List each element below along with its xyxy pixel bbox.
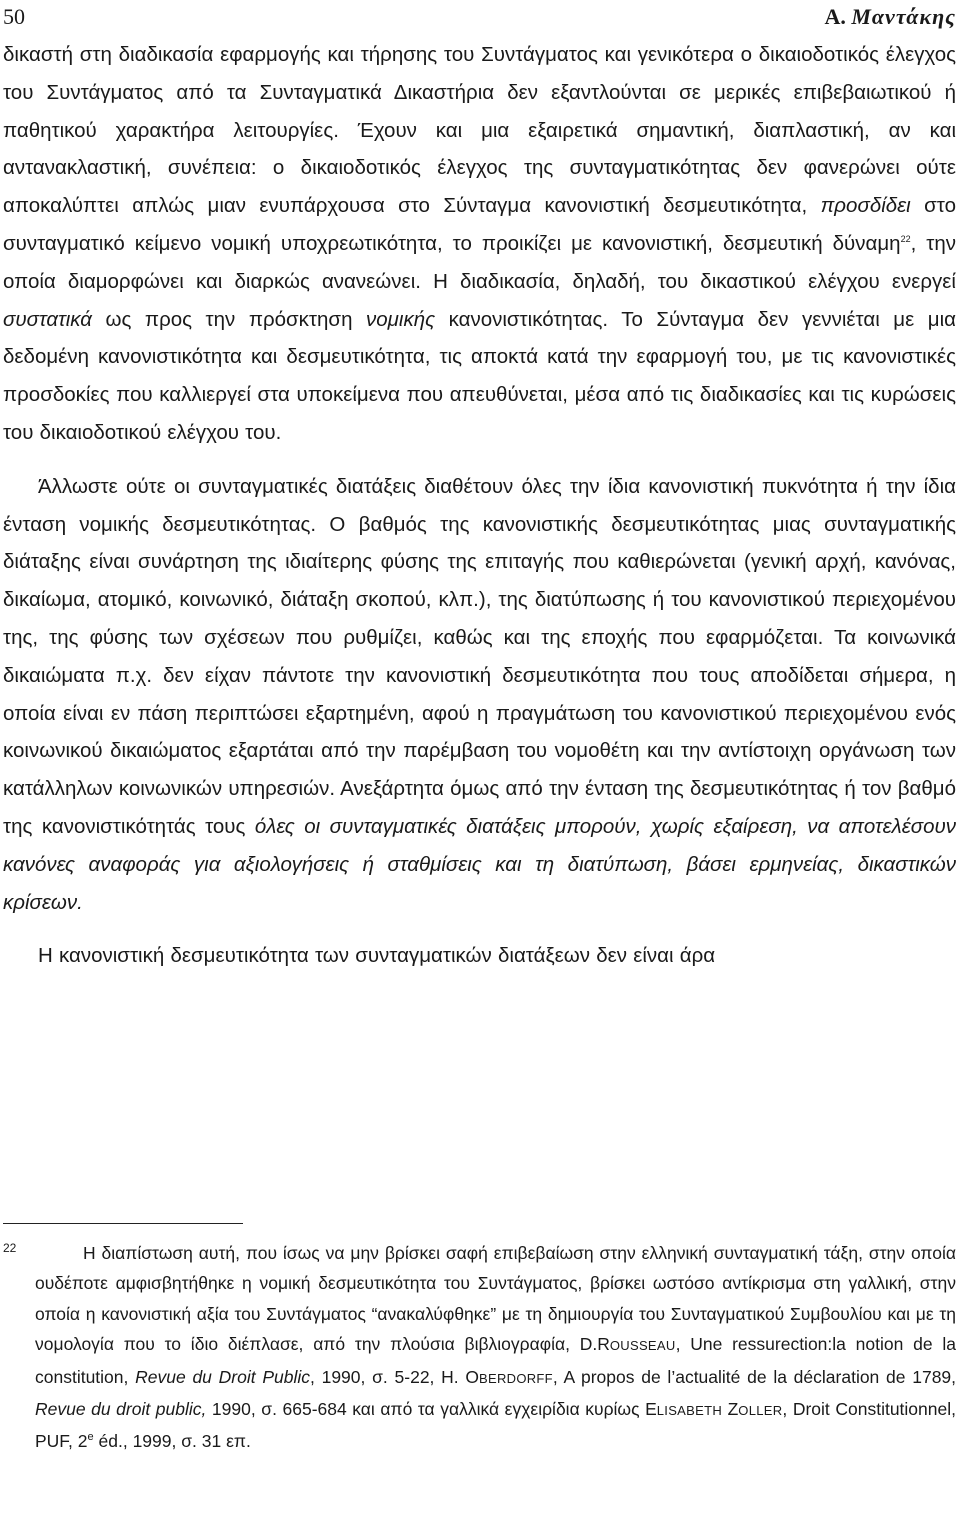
author-name-smallcaps: OUSSEAU [609, 1338, 676, 1354]
journal-title: Revue du Droit Public [135, 1366, 310, 1387]
text-run: 1990, σ. 665-684 και από τα γαλλικά εγχειρίδια κυρίως [206, 1399, 646, 1420]
author-name-smallcaps: BERDORFF [479, 1370, 553, 1386]
italic-run: συστατικά [3, 307, 92, 331]
text-run: , 1990, σ. 5-22, H. [310, 1366, 466, 1387]
text-run: , Droit Constitutionnel, PUF, 2 [35, 1399, 956, 1452]
edition-superscript: e [87, 1431, 94, 1444]
italic-run: όλες οι συνταγματικές διατάξεις μπορούν, χωρίς εξαίρεση, να αποτελέσουν κανόνες αναφοράς για αξιολογήσεις ή σταθμίσεις και τη διατύπωση, βάσει ερμηνείας, δικαστικών κρίσεων. [3, 814, 956, 914]
text-run: ως προς την πρόσκτηση [91, 307, 367, 331]
author-name: E [645, 1399, 657, 1420]
footnote-number: 22 [3, 1241, 17, 1255]
page-number: 50 [3, 4, 25, 29]
italic-run: νομικής [366, 307, 436, 331]
footnote-reference[interactable]: 22 [900, 233, 911, 244]
paragraph-3 [3, 937, 956, 975]
author-name: Z [722, 1399, 739, 1420]
journal-title: Revue du droit public, [35, 1399, 207, 1420]
text-run: , την οποία διαμορφώνει και διαρκώς ανανεώνει. Η διαδικασία, δηλαδή, του δικαστικού ελέγχου ενεργεί [3, 231, 956, 293]
footnote-22 [3, 1238, 956, 1457]
text-run: Η διαπίστωση αυτή, που ίσως να μην βρίσκει σαφή επιβεβαίωση στην ελληνική συνταγματική τάξη, στην οποία ουδέποτε αμφισβητήθηκε η νομική δεσμευτικότητα του Συντάγματος, βρίσκει ωστόσο αντίκρισμα στη γαλλική, στην οποία η κανονιστική αξία του Συντάγματος “ανακαλύφθηκε” με τη δημιουργία του Συνταγματικού Συμβουλίου και με τη νομολογία που το ίδιο διέπλασε, από την πλούσια βιβλιογραφία, [35, 1243, 956, 1355]
author-name-smallcaps: LISABETH [656, 1403, 723, 1419]
author-name-smallcaps: OLLER [738, 1403, 783, 1419]
text-run: Η κανονιστική δεσμευτικότητα των συνταγματικών διατάξεων δεν είναι άρα [38, 944, 716, 968]
running-header [3, 4, 956, 34]
author-name: D.R [579, 1334, 610, 1355]
running-head [824, 4, 956, 30]
author-initial: Α. [824, 4, 846, 29]
paragraph-2 [3, 468, 956, 922]
text-run: Άλλωστε ούτε οι συνταγματικές διατάξεις διαθέτουν όλες την ίδια κανονιστική πυκνότητα ή την ίδια ένταση νομικής δεσμευτικότητας. Ο βαθμός της κανονιστικής δεσμευτικότητας μιας συνταγματικής διάταξης είναι συνάρτηση της ιδιαίτερης φύσης της επιταγής που καθιερώνεται (γενική αρχή, κανόνας, δικαίωμα, ατομικό, κοινωνικό, διάταξη σκοπού, κλπ.), της διατύπωσης ή του κανονιστικού περιεχομένου της, της φύσης των σχέσεων που ρυθμίζει, καθώς και της εποχής που εφαρμόζεται. Τα κοινωνικά δικαιώματα π.χ. δεν είχαν πάντοτε την κανονιστική δεσμευτικότητα που τους αποδίδεται σήμερα, η οποία είναι εν πάση περιπτώσει εξαρτημένη, αφού η πραγμάτωση του κανονιστικού περιεχομένου ενός κοινωνικού δικαιώματος εξαρτάται από την παρέμβαση του νομοθέτη και την αντίστοιχη οργάνωση των κατάλληλων κοινωνικών υπηρεσιών. Ανεξάρτητα όμως από την ένταση της δεσμευτικότητας ή τον βαθμό της κανονιστικότητάς τους [3, 474, 956, 838]
text-run: δικαστή στη διαδικασία εφαρμογής και τήρησης του Συντάγματος και γενικότερα ο δικαιοδοτικός έλεγχος του Συντάγματος από τα Συνταγματικά Δικαστήρια δεν εξαντλούνται σε μερικές επιβεβαιωτικού ή παθητικού χαρακτήρα λειτουργίες. Έχουν και μια εξαιρετικά σημαντική, διαπλαστική, αν και αντανακλαστική, συνέπεια: ο δικαιοδοτικός έλεγχος της συνταγματικότητας δεν φανερώνει ούτε αποκαλύπτει απλώς μιαν ενυπάρχουσα στο Σύνταγμα κανονιστική δεσμευτικότητα, [3, 43, 956, 218]
author-name: O [465, 1366, 480, 1387]
footnote-separator [3, 1223, 243, 1224]
body-text [3, 36, 956, 975]
text-run: , Une ressurection:la notion de la constitution, [35, 1334, 957, 1387]
footnote-text [3, 1238, 956, 1457]
text-run: , A propos de l’actualité de la déclaration de 1789, [552, 1366, 957, 1387]
text-run: éd., 1999, σ. 31 επ. [93, 1431, 251, 1452]
text-run: κανονιστικότητας. Το Σύνταγμα δεν γεννιέται με μια δεδομένη κανονιστικότητα και δεσμευτικότητα, τις αποκτά κατά την εφαρμογή του, με τις κανονιστικές προσδοκίες που καλλιεργεί στα υποκείμενα που απευθύνεται, μέσα από τις διαδικασίες και τις κυρώσεις του δικαιοδοτικού ελέγχου του. [3, 307, 956, 444]
italic-run: προσδίδει [820, 194, 911, 218]
text-run: στο συνταγματικό κείμενο νομική υποχρεωτικότητα, το προικίζει με κανονιστική, δεσμευτική δύναμη [3, 194, 956, 255]
paragraph-1 [3, 36, 956, 452]
author-surname: Μαντάκης [851, 4, 956, 29]
